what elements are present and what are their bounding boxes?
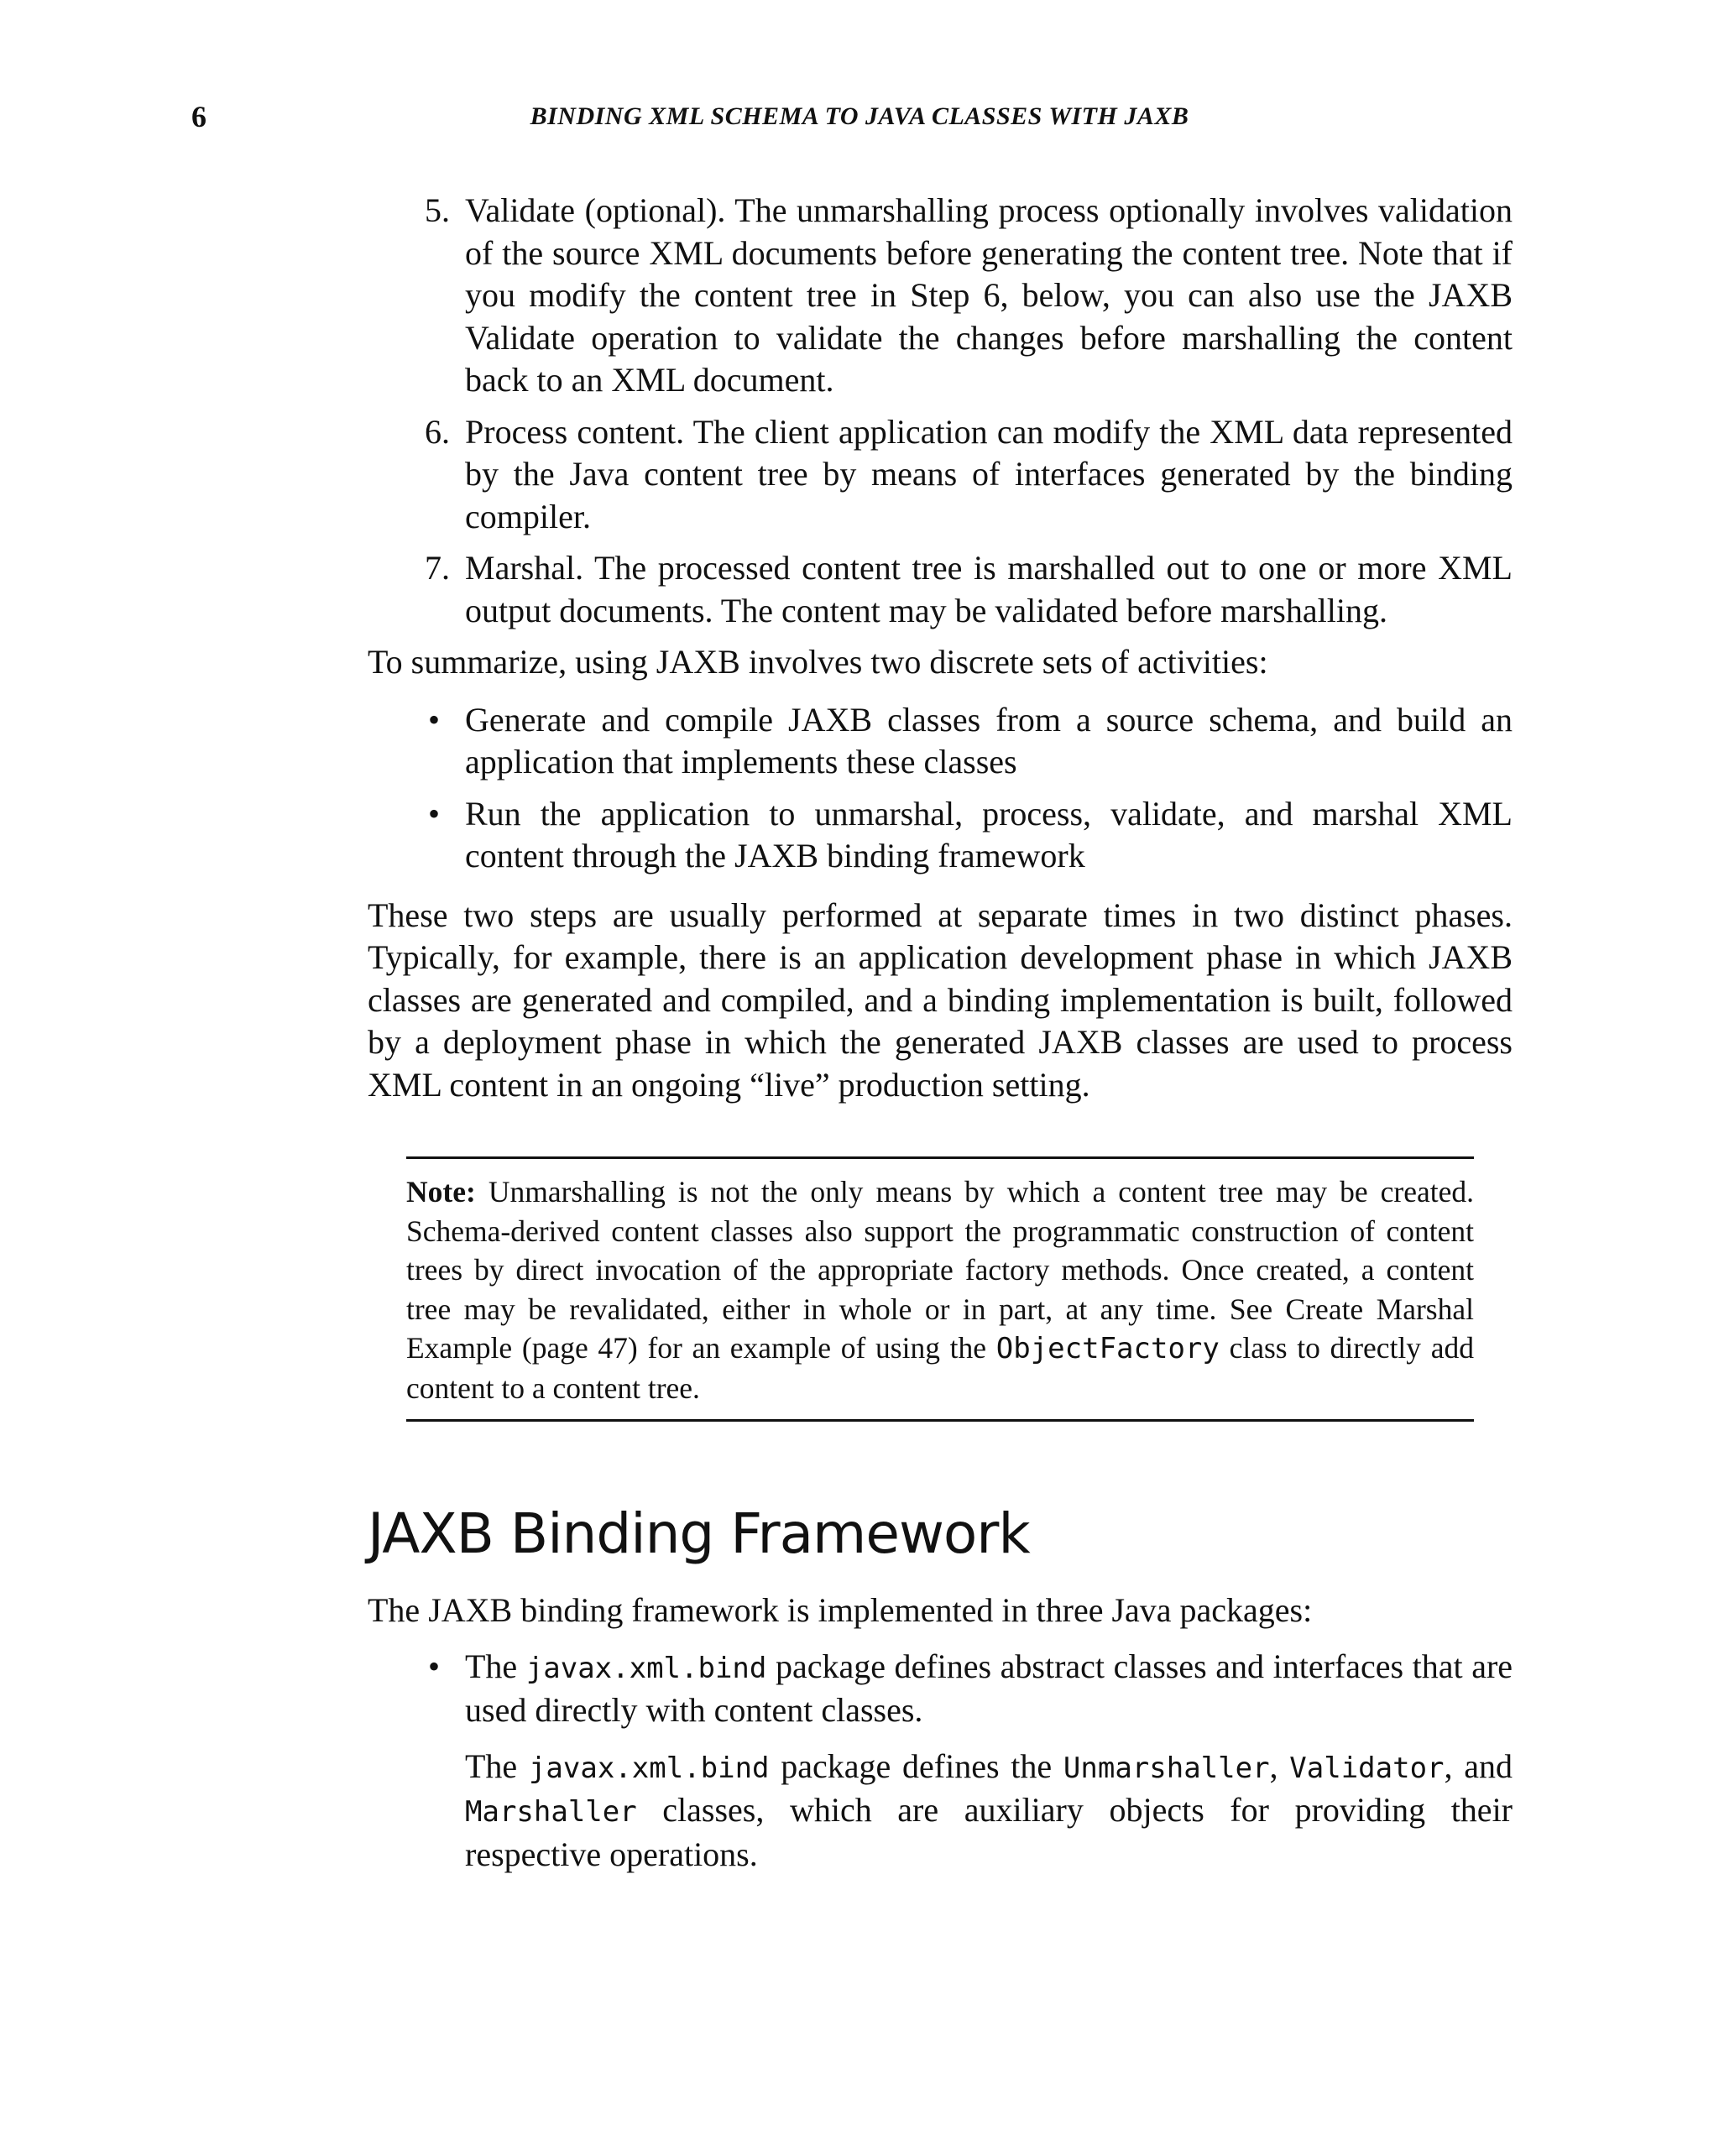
activity-text: Generate and compile JAXB classes from a source schema, and build an application that implements these classes	[465, 700, 1513, 780]
detail-text: classes, which are auxiliary objects for providing their respective operations.	[465, 1791, 1513, 1873]
detail-text: ,	[1269, 1746, 1278, 1785]
running-head	[0, 99, 1719, 141]
package-text: package defines abstract classes and interfaces that are used directly with content classes.	[465, 1647, 1513, 1729]
bullet-icon: •	[428, 1647, 441, 1685]
package-detail	[465, 1746, 1513, 1877]
detail-text: The	[465, 1746, 518, 1785]
note-label: Note:	[406, 1175, 476, 1209]
step-text: Validate (optional). The unmarshalling process optionally involves validation of the source XML documents before generating the content tree. Note that if you modify the content tree in Step 6, below, you can also use the JAXB Validate operation to validate the changes before marshalling the content back to an XML document.	[465, 191, 1513, 399]
detail-code: Marshaller	[465, 1795, 637, 1829]
note-text: Unmarshalling is not the only means by which a content tree may be created. Schema-derived content classes also support the programmatic construction of content trees by direct invocation of the appropriate factory methods. Once created, a content tree may be revalidated, either in whole or in part, at any time. See Create Marshal Example (page 47) for an example of using the	[406, 1175, 1475, 1365]
note-code: ObjectFactory	[995, 1332, 1220, 1365]
page-number: 6	[191, 100, 206, 133]
step-text: Marshal. The processed content tree is marshalled out to one or more XML output documents. The content may be validated before marshalling.	[465, 549, 1513, 629]
list-item	[368, 547, 1513, 632]
detail-code: Unmarshaller	[1063, 1751, 1270, 1785]
bullet-icon: •	[428, 794, 441, 833]
list-item	[368, 190, 1513, 402]
bullet-icon: •	[428, 700, 441, 739]
package-text: The	[465, 1647, 518, 1685]
packages-list	[368, 1646, 1513, 1877]
note-box	[406, 1156, 1474, 1422]
section-intro: The JAXB binding framework is implemented in three Java packages:	[368, 1591, 1313, 1629]
phases-paragraph: These two steps are usually performed at separate times in two distinct phases. Typically, for example, there is an application development phase in which JAXB classes are generated and compiled, and a binding implementation is built, followed by a deployment phase in which the generated JAXB classes are used to process XML content in an ongoing “live” production setting.	[368, 895, 1513, 1104]
activities-list	[368, 699, 1513, 878]
step-number: 5.	[425, 191, 450, 229]
detail-code: Validator	[1289, 1751, 1445, 1785]
list-item	[368, 1646, 1513, 1877]
section-heading: JAXB Binding Framework	[368, 1501, 1030, 1566]
detail-text: package defines the	[781, 1746, 1053, 1785]
package-code: javax.xml.bind	[525, 1651, 767, 1685]
step-number: 6.	[425, 412, 450, 451]
steps-list	[368, 190, 1513, 632]
detail-text: , and	[1444, 1746, 1513, 1785]
list-item	[368, 699, 1513, 784]
activity-text: Run the application to unmarshal, process, validate, and marshal XML content through the JAXB binding framework	[465, 794, 1513, 874]
step-text: Process content. The client application can modify the XML data represented by the Java content tree by means of interfaces generated by the binding compiler.	[465, 412, 1513, 535]
page-body	[368, 190, 1513, 1892]
step-number: 7.	[425, 549, 450, 587]
note-text-end: class to directly add content to a content tree.	[406, 1331, 1475, 1405]
list-item	[368, 793, 1513, 878]
list-item	[368, 411, 1513, 539]
running-head-title: BINDING XML SCHEMA TO JAVA CLASSES WITH JAXB	[530, 102, 1189, 130]
detail-code: javax.xml.bind	[528, 1751, 770, 1785]
summary-intro: To summarize, using JAXB involves two discrete sets of activities:	[368, 643, 1268, 681]
